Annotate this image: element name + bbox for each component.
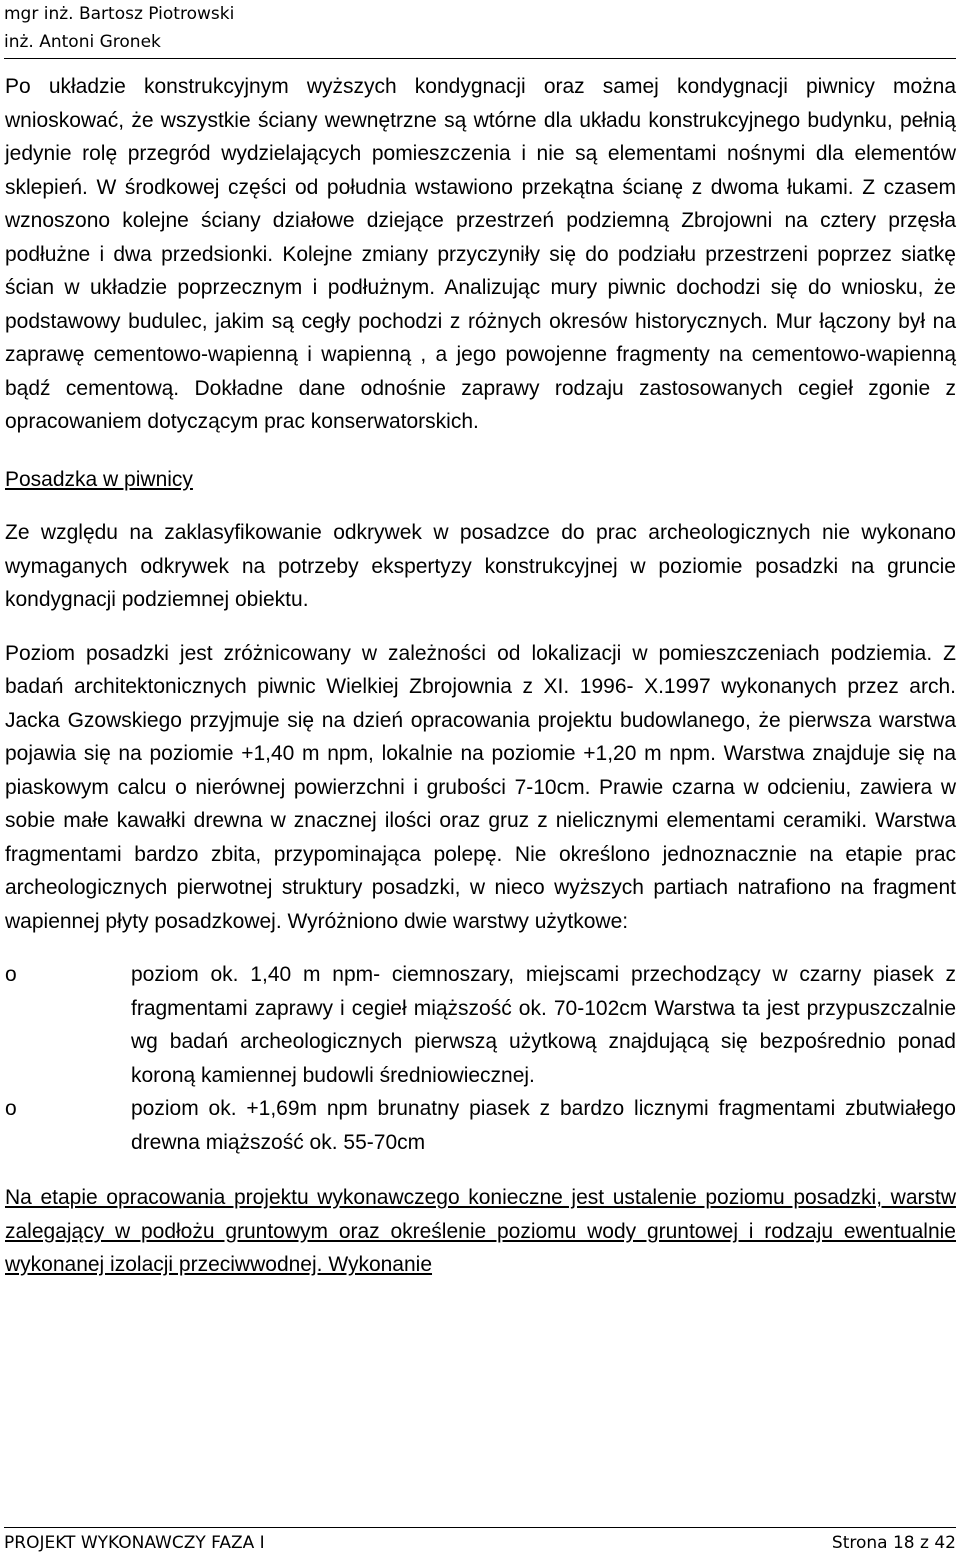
header-author-1: mgr inż. Bartosz Piotrowski [4, 4, 235, 24]
list-item [5, 1092, 956, 1159]
paragraph-archaeology-note: Ze względu na zaklasyfikowanie odkrywek w posadzce do prac archeologicznych nie wykonano wymaganych odkrywek na potrzeby ekspertyzy konstrukcyjnej w poziomie posadzki na gruncie kondygnacji podziemnej obiektu. [5, 521, 956, 611]
footer-project-phase: PROJEKT WYKONAWCZY FAZA I [4, 1533, 265, 1553]
header-author-2: inż. Antoni Gronek [4, 32, 161, 52]
paragraph-executive-design-note: Na etapie opracowania projektu wykonawczego konieczne jest ustalenie poziomu posadzki, warstw zalegający w podłożu gruntowym oraz określenie poziomu wody gruntowej i rodzaju ewentualnie wykonanej izolacji przeciwwodnej. Wykonanie [5, 1186, 956, 1276]
layers-list [5, 958, 956, 1159]
page-footer [4, 1527, 956, 1558]
page-header [4, 0, 956, 59]
footer-page-number: Strona 18 z 42 [831, 1533, 956, 1553]
paragraph-floor-levels: Poziom posadzki jest zróżnicowany w zależności od lokalizacji w pomieszczeniach podziemia. Z badań architektonicznych piwnic Wielkiej Zbrojownia z XI. 1996- X.1997 wykonanych przez arch. Jacka Gzowskiego przyjmuje się na dzień opracowania projektu budowlanego, że pierwsza warstwa pojawia się na poziomie +1,40 m npm, lokalnie na poziomie +1,20 m npm. Warstwa znajduje się na piaskowym calcu o nierównej powierzchni i grubości 7-10cm. Prawie czarna w odcieniu, zawiera w sobie małe kawałki drewna w znacznej ilości oraz gruz z nielicznymi elementami ceramiki. Warstwa fragmentami bardzo zbita, przypominająca polepę. Nie określono jednoznacznie na etapie prac archeologicznych pierwotnej struktury posadzki, w nieco wyższych partiach natrafiono na fragment wapiennej płyty posadzkowej. Wyróżniono dwie warstwy użytkowe: [5, 641, 956, 933]
document-body [5, 70, 956, 1282]
list-item-text: poziom ok. +1,69m npm brunatny piasek z bardzo licznymi fragmentami zbutwiałego drewna miąższość ok. 55-70cm [131, 1097, 956, 1154]
list-item [5, 958, 956, 1092]
list-item-text: poziom ok. 1,40 m npm- ciemnoszary, miejscami przechodzący w czarny piasek z fragmentami zaprawy i cegieł miąższość ok. 70-102cm Warstwa ta jest przypuszczalnie wg badań archeologicznych pierwszą użytkową znajdującą się bezpośrednio ponad koroną kamiennej budowli średniowiecznej. [131, 963, 956, 1087]
bullet-marker: o [5, 1097, 17, 1120]
section-heading-floor: Posadzka w piwnicy [5, 467, 193, 491]
paragraph-walls: Po układzie konstrukcyjnym wyższych kondygnacji oraz samej kondygnacji piwnicy można wnioskować, że wszystkie ściany wewnętrzne są wtórne dla układu konstrukcyjnego budynku, pełnią jedynie rolę przegród wydzielających pomieszczenia i nie są elementami nośnymi dla elementów sklepień. W środkowej części od południa wstawiono przekątna ścianę z dwoma łukami. Z czasem wznoszono kolejne ściany działowe dziejące przestrzeń podziemną Zbrojowni na cztery przęsła podłużne i dwa przedsionki. Kolejne zmiany przyczyniły się do podziału przestrzeni poprzez siatkę ścian w układzie poprzecznym i podłużnym. Analizując mury piwnic dochodzi się do wniosku, że podstawowy budulec, jakim są cegły pochodzi z różnych okresów historycznych. Mur łączony był na zaprawę cementowo-wapienną i wapienną , a jego powojenne fragmenty na cementowo-wapienną bądź cementową. Dokładne dane odnośnie zaprawy rodzaju zastosowanych cegieł zgonie z opracowaniem dotyczącym prac konserwatorskich. [5, 75, 956, 433]
bullet-marker: o [5, 963, 17, 986]
